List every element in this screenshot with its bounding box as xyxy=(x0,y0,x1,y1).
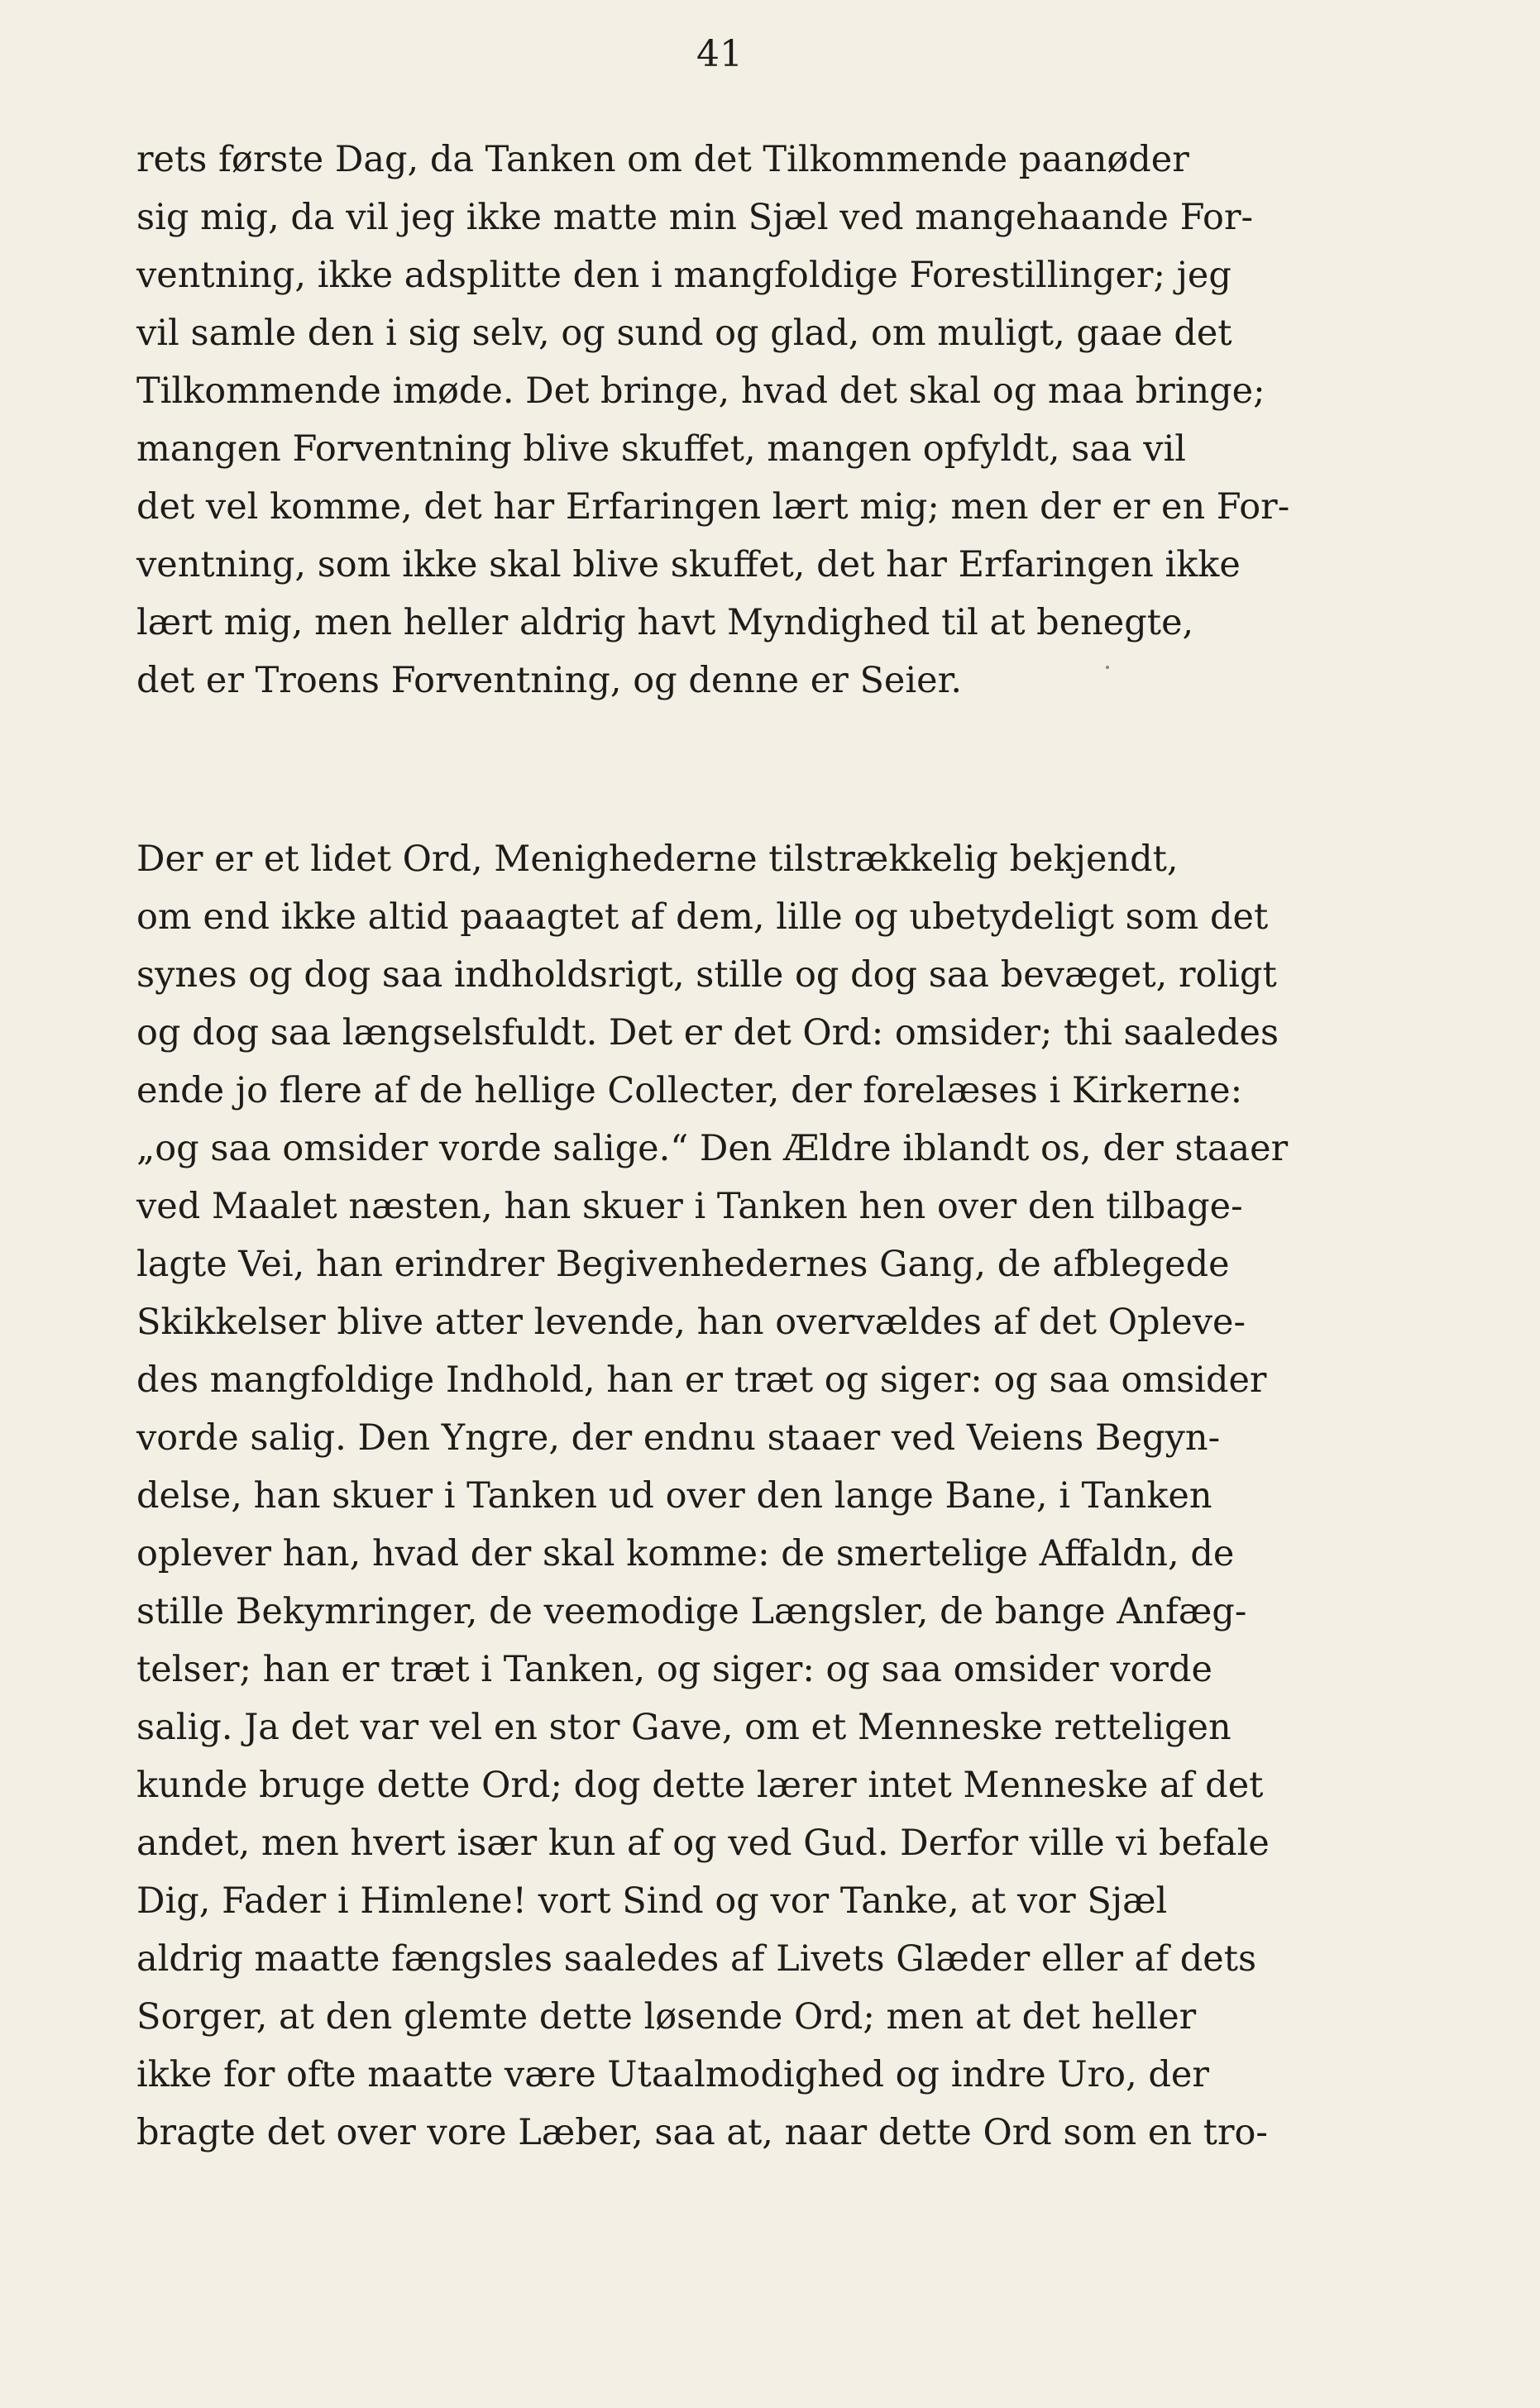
text-line: Der er et lidet Ord, Menighederne tilstrækkelig bekjendt, xyxy=(136,838,1179,880)
text-line: ende jo flere af de hellige Collecter, der forelæses i Kirkerne: xyxy=(136,1070,1243,1111)
ink-speck xyxy=(1106,666,1109,669)
text-line: ved Maalet næsten, han skuer i Tanken hen over den tilbage- xyxy=(136,1186,1243,1227)
text-line: Skikkelser blive atter levende, han overvældes af det Oplevе- xyxy=(136,1302,1246,1343)
text-line: ventning, ikke adsplitte den i mangfoldige Forestillinger; jeg xyxy=(136,255,1232,296)
text-line: og dog saa længselsfuldt. Det er det Ord: omsider; thi saaledes xyxy=(136,1012,1279,1054)
text-line: salig. Ja det var vel en stor Gave, om et Menneske retteligen xyxy=(136,1707,1232,1748)
text-line: vorde salig. Den Yngre, der endnu staaer ved Veiens Begyn- xyxy=(136,1417,1221,1459)
text-line: Dig, Fader i Himlene! vort Sind og vor Tanke, at vor Sjæl xyxy=(136,1880,1168,1922)
text-line: ikke for ofte maatte være Utaalmodighed og indre Uro, der xyxy=(136,2054,1209,2095)
text-line: „og saa omsider vorde salige.“ Den Ældre iblandt os, der staaer xyxy=(136,1128,1289,1169)
text-line: ventning, som ikke skal blive skuffet, det har Erfaringen ikke xyxy=(136,544,1241,585)
text-line: synes og dog saa indholdsrigt, stille og dog saa bevæget, roligt xyxy=(136,954,1277,996)
text-line: det er Troens Forventning, og denne er Seier. xyxy=(136,660,963,701)
text-line: kunde bruge dette Ord; dog dette lærer intet Menneske af det xyxy=(136,1765,1264,1806)
text-line: Sorger, at den glemte dette løsende Ord; men at det heller xyxy=(136,1996,1197,2038)
text-line: rets første Dag, da Tanken om det Tilkommende paanøder xyxy=(136,139,1189,180)
text-line: det vel komme, det har Erfaringen lært mig; men der er en For- xyxy=(136,486,1290,528)
text-line: mangen Forventning blive skuffet, mangen opfyldt, saa vil xyxy=(136,428,1187,470)
text-line: stille Bekymringer, de veemodige Længsler, de bange Anfæg- xyxy=(136,1591,1247,1632)
paragraph-2 xyxy=(136,830,1294,2162)
text-line: andet, men hvert især kun af og ved Gud. Derfor ville vi befale xyxy=(136,1823,1270,1864)
text-line: Tilkommende imøde. Det bringe, hvad det skal og maa bringe; xyxy=(136,370,1265,412)
text-line: lært mig, men heller aldrig havt Myndighed til at benegte, xyxy=(136,602,1194,643)
text-line: bragte det over vore Læber, saa at, naar dette Ord som en tro- xyxy=(136,2112,1268,2153)
text-line: oplever han, hvad der skal komme: de smertelige Affaldn, de xyxy=(136,1533,1235,1574)
text-line: des mangfoldige Indhold, han er træt og siger: og saa omsider xyxy=(136,1359,1267,1401)
text-line: vil samle den i sig selv, og sund og glad, om muligt, gaae det xyxy=(136,313,1232,354)
text-line: aldrig maatte fængsles saaledes af Livets Glæder eller af dets xyxy=(136,1938,1257,1980)
text-line: telser; han er træt i Tanken, og siger: og saa omsider vorde xyxy=(136,1649,1212,1690)
text-line: om end ikke altid paaagtet af dem, lille og ubetydeligt som det xyxy=(136,896,1269,938)
text-line: lagte Vei, han erindrer Begivenhedernes Gang, de afblegede xyxy=(136,1244,1230,1285)
text-line: sig mig, da vil jeg ikke matte min Sjæl ved mangehaande For- xyxy=(136,197,1254,238)
text-line: delse, han skuer i Tanken ud over den lange Bane, i Tanken xyxy=(136,1475,1212,1517)
paragraph-1 xyxy=(136,131,1294,710)
page-number: 41 xyxy=(696,33,743,75)
